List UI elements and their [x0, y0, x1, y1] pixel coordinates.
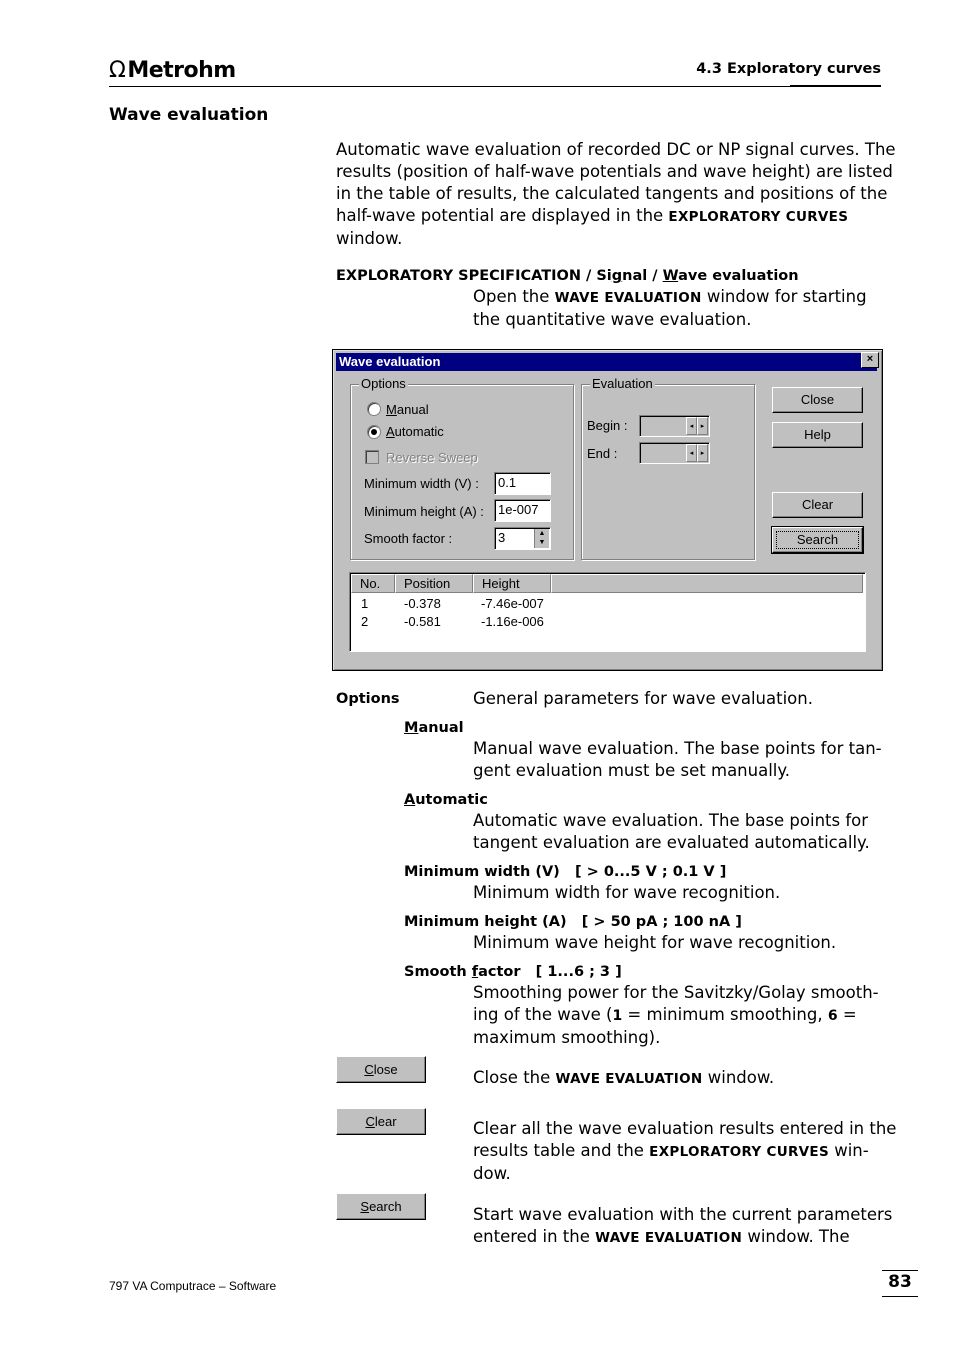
- begin-field[interactable]: [639, 415, 710, 437]
- clear-button-sample[interactable]: Clear: [336, 1108, 426, 1135]
- automatic-text: Automatic wave evaluation. The base points for tangent evaluation are evaluated automatically.: [473, 811, 870, 852]
- evaluation-group-label: Evaluation: [592, 376, 653, 391]
- footer-product: 797 VA Computrace – Software: [109, 1279, 277, 1293]
- spinner-arrows-icon[interactable]: ▲ ▼: [534, 529, 549, 548]
- smooth-factor-spinner[interactable]: [494, 527, 551, 550]
- min-height-field[interactable]: 1e-007: [494, 499, 551, 522]
- automatic-radio[interactable]: [367, 425, 381, 439]
- help-button[interactable]: Help: [772, 422, 863, 448]
- footer-rule: [882, 1296, 918, 1297]
- smooth-factor-value: 3: [498, 530, 506, 545]
- footer-rule-top: [882, 1270, 918, 1271]
- minwidth-term: Minimum width (V) [ > 0...5 V ; 0.1 V ]: [404, 864, 727, 880]
- page-number: 83: [888, 1272, 912, 1292]
- automatic-term: Automatic: [404, 792, 488, 808]
- clear-button[interactable]: Clear: [772, 492, 863, 518]
- open-description: Open the WAVE EVALUATION window for starting the quantitative wave evaluation.: [473, 287, 867, 329]
- smooth-text: Smoothing power for the Savitzky/Golay smooth- ing of the wave (1 = minimum smoothing, 6 = maximum smoothing).: [473, 983, 879, 1047]
- close-text: Close the WAVE EVALUATION window.: [473, 1068, 775, 1087]
- manual-term: Manual: [404, 720, 464, 736]
- options-text: General parameters for wave evaluation.: [473, 689, 813, 708]
- wave-evaluation-dialog: [332, 349, 883, 671]
- minwidth-text: Minimum width for wave recognition.: [473, 883, 781, 902]
- omega-icon: Ω: [109, 58, 126, 83]
- options-group-label: Options: [361, 376, 406, 391]
- header-rule-accent: [790, 85, 881, 87]
- reverse-sweep-label: Reverse Sweep: [386, 450, 478, 465]
- manual-label: Manual: [386, 402, 429, 417]
- min-width-field[interactable]: 0.1: [494, 472, 551, 495]
- table-header-empty: [551, 574, 863, 593]
- clear-text: Clear all the wave evaluation results entered in the results table and the EXPLORATORY CURVES win- dow.: [473, 1119, 897, 1183]
- automatic-label: Automatic: [386, 424, 444, 439]
- begin-label: Begin :: [587, 418, 628, 433]
- search-button[interactable]: Search: [772, 527, 863, 553]
- minheight-text: Minimum wave height for wave recognition.: [473, 933, 837, 952]
- minheight-term: Minimum height (A) [ > 50 pA ; 100 nA ]: [404, 914, 742, 930]
- evaluation-group: [581, 376, 755, 560]
- table-header-no[interactable]: No.: [351, 574, 395, 593]
- section-title: 4.3 Exploratory curves: [696, 61, 881, 77]
- reverse-sweep-checkbox[interactable]: [365, 450, 379, 464]
- menu-path: EXPLORATORY SPECIFICATION / Signal / Wave evaluation: [336, 268, 799, 284]
- search-button-sample[interactable]: Search: [336, 1193, 426, 1220]
- header-rule: [109, 86, 881, 87]
- table-header-height[interactable]: Height: [473, 574, 551, 593]
- dialog-title: Wave evaluation: [339, 354, 441, 369]
- close-button-sample[interactable]: Close: [336, 1056, 426, 1083]
- search-text: Start wave evaluation with the current parameters entered in the WAVE EVALUATION window. The: [473, 1205, 893, 1246]
- close-button[interactable]: Close: [772, 387, 863, 413]
- min-width-label: Minimum width (V) :: [364, 476, 479, 491]
- options-term: Options: [336, 691, 400, 707]
- table-header-position[interactable]: Position: [395, 574, 473, 593]
- results-table[interactable]: No. Position Height 1 -0.378 -7.46e-007 2 -0.581 -1.16e-006: [349, 572, 866, 652]
- smooth-term: Smooth factor [ 1...6 ; 3 ]: [404, 964, 622, 980]
- close-icon[interactable]: ×: [861, 352, 879, 368]
- begin-spinner-icon[interactable]: ◂ ▸: [686, 417, 708, 435]
- intro-paragraph: Automatic wave evaluation of recorded DC or NP signal curves. The results (position of half-wave potentials and wave height) are listed in the table of results, the calculated tangents and positions of the half-wave potential are displayed in the EXPLORATORY CURVES window.: [336, 140, 896, 248]
- manual-text: Manual wave evaluation. The base points for tan- gent evaluation must be set manually.: [473, 739, 882, 780]
- end-spinner-icon[interactable]: ◂ ▸: [686, 444, 708, 462]
- end-field[interactable]: [639, 442, 710, 464]
- end-label: End :: [587, 446, 618, 461]
- manual-radio[interactable]: [367, 402, 381, 416]
- smooth-factor-label: Smooth factor :: [364, 531, 453, 546]
- min-height-label: Minimum height (A) :: [364, 504, 484, 519]
- page-heading: Wave evaluation: [109, 105, 269, 125]
- logo-text: Metrohm: [127, 58, 236, 83]
- metrohm-logo: [109, 58, 236, 83]
- dialog-title-bar: [336, 353, 877, 371]
